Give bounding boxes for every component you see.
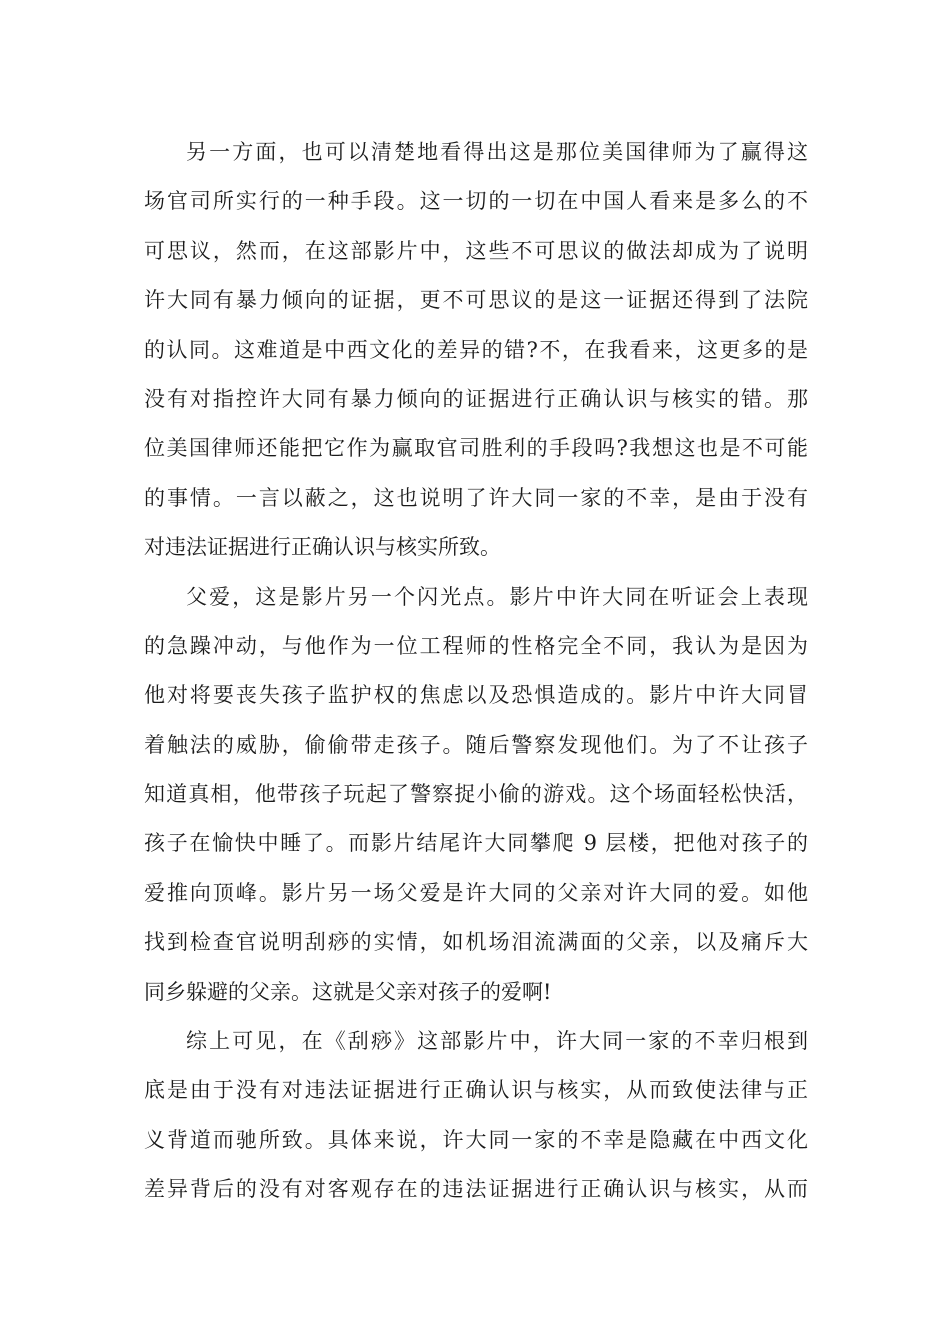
text-line: 另一方面，也可以清楚地看得出这是那位美国律师为了赢得这: [186, 140, 808, 164]
text-line: 的认同。这难道是中西文化的差异的错?不，在我看来，这更多的是: [144, 337, 808, 362]
text-line: 场官司所实行的一种手段。这一切的一切在中国人看来是多么的不: [144, 189, 808, 214]
text-line: 他对将要丧失孩子监护权的焦虑以及恐惧造成的。影片中许大同冒: [144, 683, 808, 708]
text-line: 义背道而驰所致。具体来说，许大同一家的不幸是隐藏在中西文化: [144, 1127, 808, 1152]
text-line: 父爱，这是影片另一个闪光点。影片中许大同在听证会上表现: [186, 584, 808, 609]
text-line: 爱推向顶峰。影片另一场父爱是许大同的父亲对许大同的爱。如他: [144, 880, 808, 905]
text-line: 可思议，然而，在这部影片中，这些不可思议的做法却成为了说明: [144, 238, 808, 263]
text-line: 同乡躲避的父亲。这就是父亲对孩子的爱啊!: [144, 979, 552, 1004]
text-line: 着触法的威胁，偷偷带走孩子。随后警察发现他们。为了不让孩子: [144, 732, 808, 757]
text-line: 孩子在愉快中睡了。而影片结尾许大同攀爬 9 层楼，把他对孩子的: [144, 831, 808, 856]
text-line: 差异背后的没有对客观存在的违法证据进行正确认识与核实，从而: [144, 1177, 808, 1202]
body-text: [144, 128, 808, 1215]
text-line: 知道真相，他带孩子玩起了警察捉小偷的游戏。这个场面轻松快活，: [144, 782, 808, 807]
text-line: 对违法证据进行正确认识与核实所致。: [144, 535, 501, 560]
text-line: 的事情。一言以蔽之，这也说明了许大同一家的不幸，是由于没有: [144, 485, 808, 510]
text-line: 底是由于没有对违法证据进行正确认识与核实，从而致使法律与正: [144, 1078, 808, 1103]
text-line: 的急躁冲动，与他作为一位工程师的性格完全不同，我认为是因为: [144, 633, 808, 658]
text-line: 综上可见，在《刮痧》这部影片中，许大同一家的不幸归根到: [186, 1029, 808, 1054]
text-line: 没有对指控许大同有暴力倾向的证据进行正确认识与核实的错。那: [144, 386, 808, 411]
text-line: 找到检查官说明刮痧的实情，如机场泪流满面的父亲，以及痛斥大: [144, 930, 808, 955]
text-line: 许大同有暴力倾向的证据，更不可思议的是这一证据还得到了法院: [144, 288, 808, 313]
text-line: 位美国律师还能把它作为赢取官司胜利的手段吗?我想这也是不可能: [144, 436, 808, 461]
